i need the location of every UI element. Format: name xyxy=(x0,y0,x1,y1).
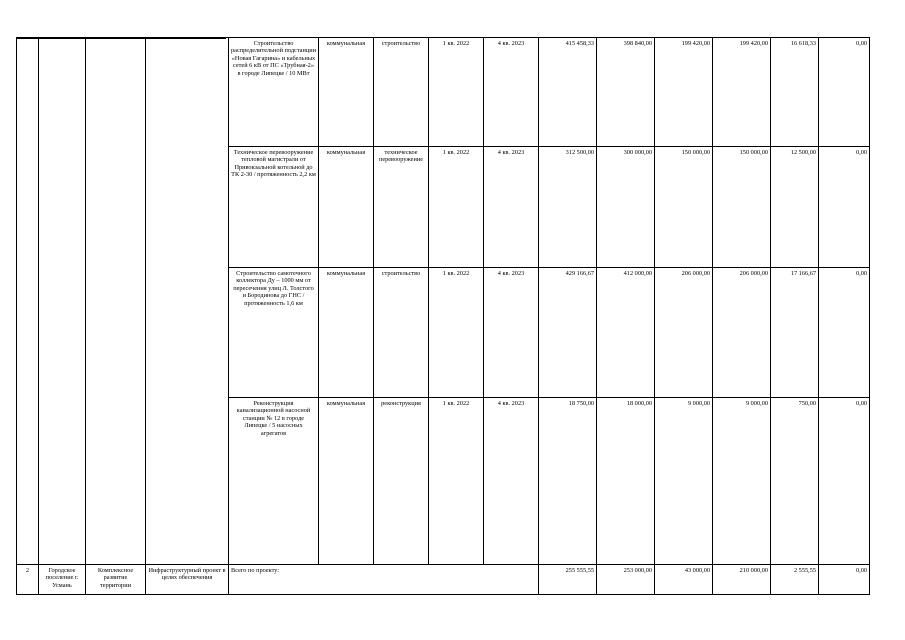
amount-3: 9 000,00 xyxy=(655,398,713,565)
end-period: 4 кв. 2023 xyxy=(484,268,539,398)
municipality-cell xyxy=(39,38,86,565)
project-type: Инфраструктурный проект в целях обеспечения xyxy=(146,565,229,595)
row-num-cell xyxy=(17,38,39,565)
total-cost: 312 500,00 xyxy=(539,147,597,268)
start-period: 1 кв. 2022 xyxy=(429,38,484,147)
amount-4: 9 000,00 xyxy=(713,398,771,565)
amount-4: 210 000,00 xyxy=(713,565,771,595)
sector: коммунальная xyxy=(319,38,374,147)
amount-6: 0,00 xyxy=(819,38,870,147)
object-name: Строительство самотечного коллектора Ду – 1000 мм от пересечения улиц Л. Толстого и Бородинова до ГНС / протяженность 1,6 км xyxy=(229,268,319,398)
work-type: строительство xyxy=(374,268,429,398)
sector: коммунальная xyxy=(319,147,374,268)
object-name: Техническое перевооружение тепловой магистрали от Привокзальной котельной до ТК 2-30 / протяженность 2,2 км xyxy=(229,147,319,268)
work-type: реконструкция xyxy=(374,398,429,565)
amount-4: 199 420,00 xyxy=(713,38,771,147)
total-cost: 18 750,00 xyxy=(539,398,597,565)
amount-6: 0,00 xyxy=(819,565,870,595)
amount-6: 0,00 xyxy=(819,398,870,565)
table-row xyxy=(17,565,870,595)
end-period: 4 кв. 2023 xyxy=(484,147,539,268)
amount-5: 12 500,00 xyxy=(771,147,819,268)
project-table xyxy=(16,37,870,595)
work-type: техническое перевооружение xyxy=(374,147,429,268)
start-period: 1 кв. 2022 xyxy=(429,147,484,268)
municipality: Городское поселение г. Усмань xyxy=(39,565,86,595)
amount-5: 2 555,55 xyxy=(771,565,819,595)
end-period: 4 кв. 2023 xyxy=(484,38,539,147)
table-row xyxy=(17,38,870,147)
start-period: 1 кв. 2022 xyxy=(429,268,484,398)
direction-cell xyxy=(86,38,146,565)
amount-2: 300 000,00 xyxy=(597,147,655,268)
amount-4: 206 000,00 xyxy=(713,268,771,398)
project-total-label: Всего по проекту: xyxy=(229,565,539,595)
amount-2: 253 000,00 xyxy=(597,565,655,595)
total-cost: 415 458,33 xyxy=(539,38,597,147)
amount-6: 0,00 xyxy=(819,147,870,268)
amount-3: 206 000,00 xyxy=(655,268,713,398)
amount-2: 398 840,00 xyxy=(597,38,655,147)
amount-4: 150 000,00 xyxy=(713,147,771,268)
object-name: Строительство распределительной подстанции «Новая Гагарина» и кабельных сетей 6 кВ от ПС «Трубная-2» в городе Липецке / 10 МВт xyxy=(229,38,319,147)
amount-5: 17 166,67 xyxy=(771,268,819,398)
amount-5: 750,00 xyxy=(771,398,819,565)
amount-3: 43 000,00 xyxy=(655,565,713,595)
amount-6: 0,00 xyxy=(819,268,870,398)
work-type: строительство xyxy=(374,38,429,147)
total-cost: 255 555,55 xyxy=(539,565,597,595)
amount-2: 18 000,00 xyxy=(597,398,655,565)
sector: коммунальная xyxy=(319,398,374,565)
amount-3: 199 420,00 xyxy=(655,38,713,147)
total-cost: 429 166,67 xyxy=(539,268,597,398)
object-name: Реконструкция канализационной насосной станции № 12 в городе Липецке / 5 насосных агрегатов xyxy=(229,398,319,565)
amount-5: 16 618,33 xyxy=(771,38,819,147)
project-cell xyxy=(146,38,229,565)
amount-2: 412 000,00 xyxy=(597,268,655,398)
row-num: 2 xyxy=(17,565,39,595)
end-period: 4 кв. 2023 xyxy=(484,398,539,565)
direction: Комплексное развитие территории xyxy=(86,565,146,595)
sector: коммунальная xyxy=(319,268,374,398)
amount-3: 150 000,00 xyxy=(655,147,713,268)
start-period: 1 кв. 2022 xyxy=(429,398,484,565)
